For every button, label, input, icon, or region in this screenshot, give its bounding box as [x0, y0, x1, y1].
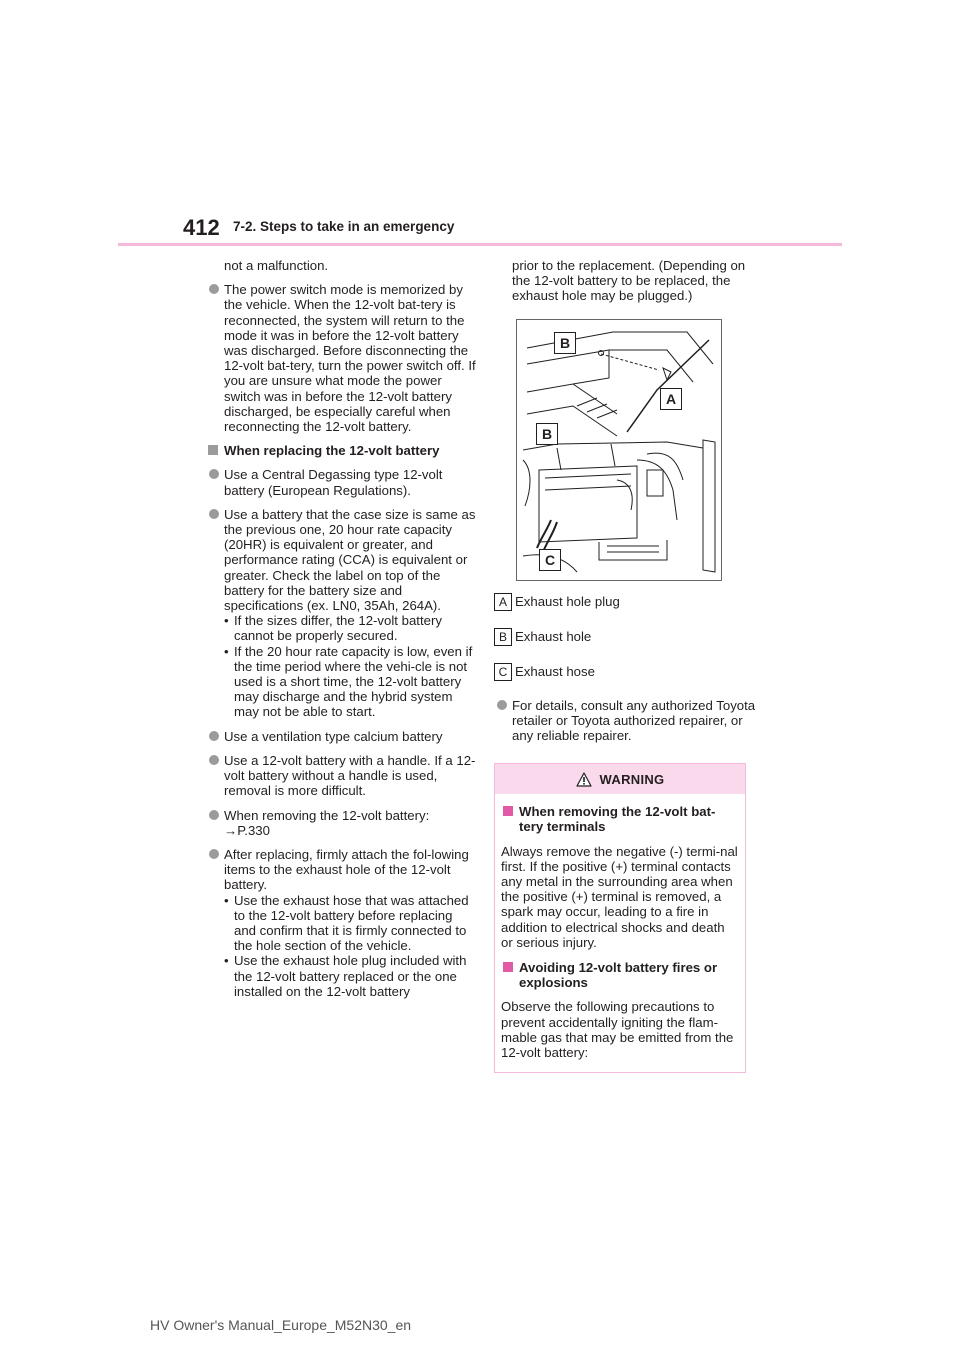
warning-heading-terminals: When removing the 12-volt bat-tery terminals — [501, 804, 739, 834]
section-title: 7-2. Steps to take in an emergency — [233, 219, 455, 234]
warning-header — [495, 764, 745, 794]
legend-item-a — [494, 593, 756, 611]
warning-triangle-icon — [576, 772, 592, 787]
battery-illustration — [516, 319, 722, 581]
legend-label-a: Exhaust hole plug — [515, 594, 620, 609]
figure-legend — [494, 593, 756, 681]
legend-key-b: B — [494, 628, 512, 646]
warning-heading-fires: Avoiding 12-volt battery fires or explosions — [501, 960, 739, 990]
ref-page: P.330 — [237, 822, 270, 838]
sub-rate-capacity-low: • If the 20 hour rate capacity is low, even if the time period where the vehi-cle is not used is a short time, the 12-volt battery may discharge and the hybrid system may not be able to start. — [224, 644, 476, 720]
bullet-central-degassing: Use a Central Degassing type 12-volt battery (European Regulations). — [206, 467, 476, 497]
warning-text-terminals: Always remove the negative (-) termi-nal first. If the positive (+) terminal contacts any metal in the surrounding area when the positive (+) terminal is removed, a spark may occur, leading to a fire in addition to electrical shocks and death or serious injury. — [501, 843, 738, 950]
heading-replacing-battery: When replacing the 12-volt battery — [206, 443, 476, 458]
header-rule — [118, 243, 842, 246]
bullet-details: For details, consult any authorized Toyota retailer or Toyota authorized repairer, or any reliable repairer. — [494, 698, 756, 744]
battery-line-drawing — [517, 320, 721, 580]
callout-b-upper: B — [554, 332, 576, 354]
bullet-removing-battery — [206, 808, 476, 838]
legend-label-c: Exhaust hose — [515, 664, 595, 679]
bullet-power-switch-memory: The power switch mode is memorized by the vehicle. When the 12-volt bat-tery is reconnected, the system will return to the mode it was in before the 12-volt battery was discharged. Before disconnecting the 12-volt bat-tery, turn the power switch off. If you are unsure what mode the power switch was in before the 12-volt battery discharged, be especially careful when reconnecting the 12-volt battery. — [206, 282, 476, 434]
bullet-ventilation: Use a ventilation type calcium battery — [206, 729, 476, 744]
legend-item-c — [494, 663, 756, 681]
warning-title: WARNING — [599, 771, 665, 787]
warning-body — [495, 794, 745, 1072]
sub-exhaust-hose: • Use the exhaust hose that was attached to the 12-volt battery before replacing and confirm that it is firmly connected to the hole section of the vehicle. — [224, 893, 476, 954]
bullet-after-text: After replacing, firmly attach the fol-lowing items to the exhaust hole of the 12-volt battery. — [224, 846, 469, 893]
warning-text-fires: Observe the following precautions to prevent accidentally igniting the flam-mable gas that may be emitted from the 12-volt battery: — [501, 999, 734, 1061]
footer-manual-name: HV Owner's Manual_Europe_M52N30_en — [150, 1317, 412, 1333]
continued-text: not a malfunction. — [224, 258, 329, 273]
callout-c: C — [539, 549, 561, 571]
sub-exhaust-plug: • Use the exhaust hole plug included with the 12-volt battery replaced or the one installed on the 12-volt battery — [224, 953, 476, 999]
legend-key-c: C — [494, 663, 512, 681]
page-reference-link[interactable] — [224, 823, 476, 838]
warning-box — [494, 763, 746, 1073]
bullet-case-size — [206, 507, 476, 720]
bullet-removing-text: When removing the 12-volt battery: — [224, 807, 430, 823]
bullet-case-size-text: Use a battery that the case size is same as the previous one, 20 hour rate capacity (20HR) is equivalent or greater, and performance rating (CCA) is equivalent or greater. Check the label on top of the battery for the battery size and specifications (ex. LN0, 35Ah, 264A). — [224, 506, 476, 614]
legend-item-b — [494, 628, 756, 646]
legend-label-b: Exhaust hole — [515, 629, 592, 644]
continued-text-right: prior to the replacement. (Depending on the 12-volt battery to be replaced, the exhaust hole may be plugged.) — [512, 258, 746, 304]
legend-key-a: A — [494, 593, 512, 611]
page-number: 412 — [183, 215, 220, 240]
callout-a: A — [660, 388, 682, 410]
ref-arrow: → — [224, 822, 238, 838]
right-column — [494, 258, 756, 1073]
left-column — [206, 258, 476, 1008]
callout-b-lower: B — [536, 423, 558, 445]
bullet-handle: Use a 12-volt battery with a handle. If a 12-volt battery without a handle is used, removal is more difficult. — [206, 753, 476, 799]
bullet-after-replacing — [206, 847, 476, 999]
sub-sizes-differ: • If the sizes differ, the 12-volt battery cannot be properly secured. — [224, 613, 476, 643]
